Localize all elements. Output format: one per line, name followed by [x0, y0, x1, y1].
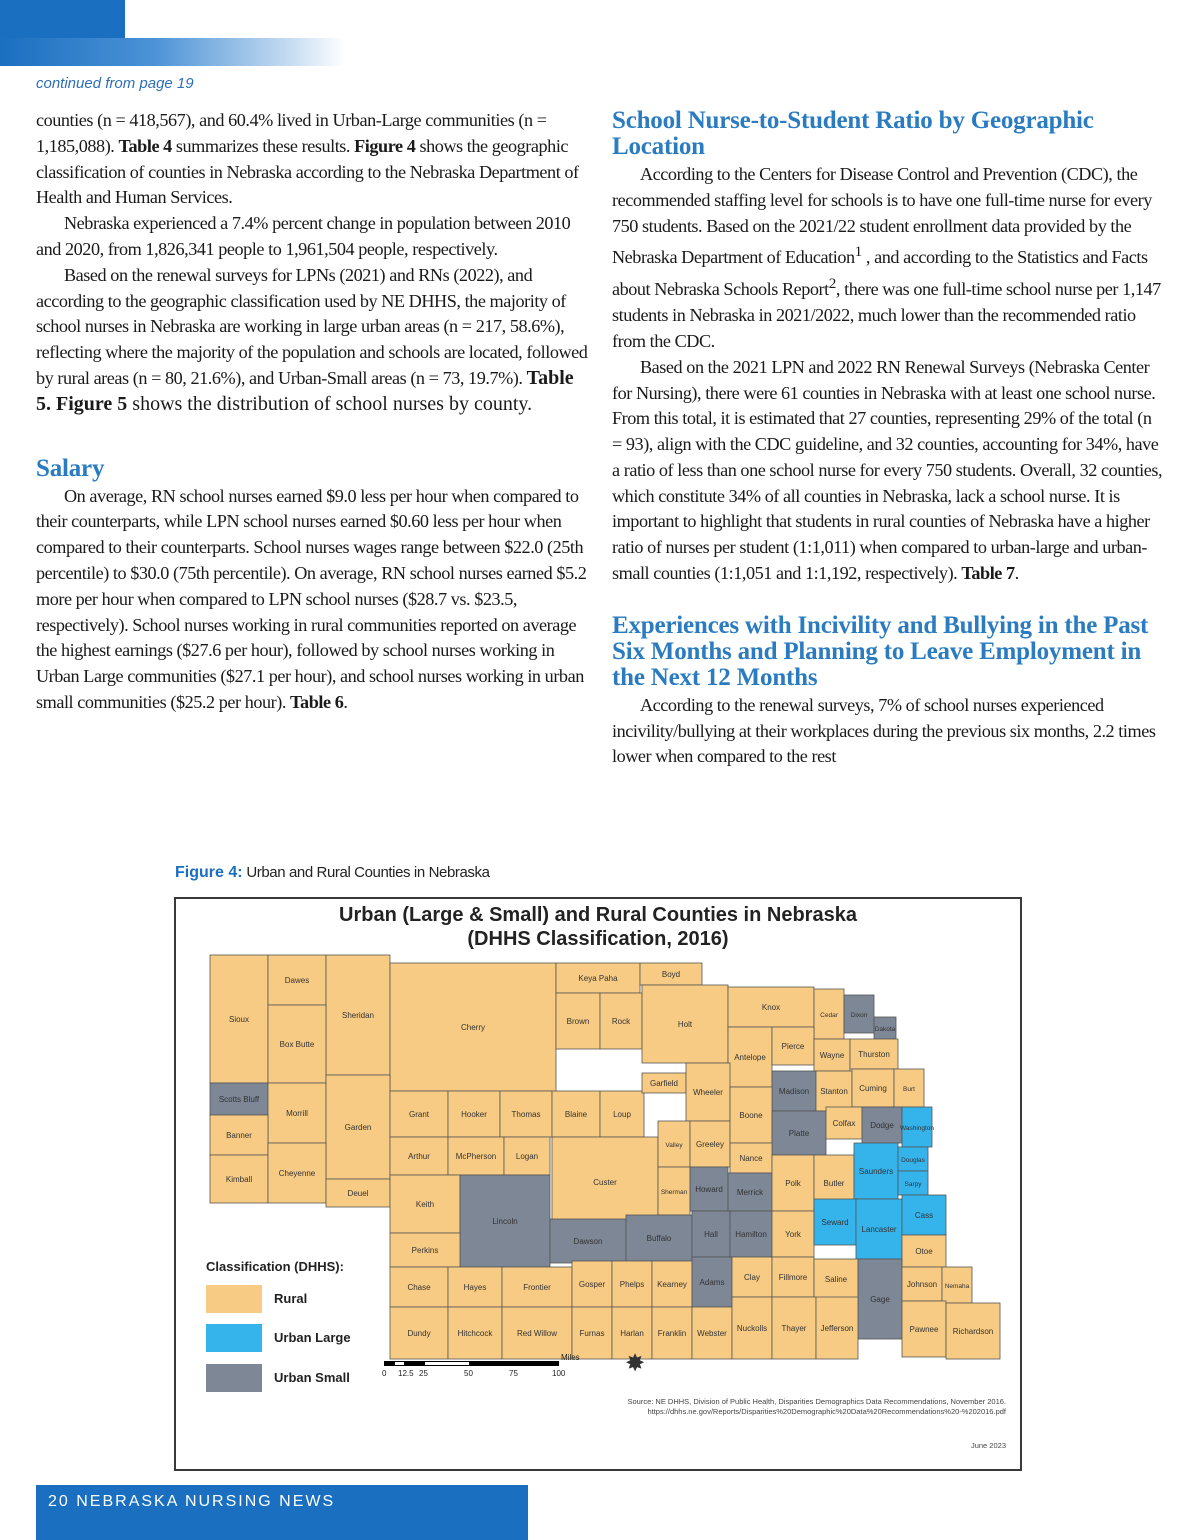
legend-swatch-urban-small [206, 1364, 262, 1392]
right-column [612, 108, 1164, 770]
county-label-burt: Burt [903, 1086, 915, 1093]
county-label-gage: Gage [870, 1295, 890, 1304]
county-label-hall: Hall [704, 1230, 718, 1239]
figure-caption: Figure 4: Urban and Rural Counties in Nebraska [175, 864, 490, 881]
county-label-saline: Saline [824, 1275, 848, 1284]
county-label-furnas: Furnas [579, 1329, 605, 1338]
county-label-holt: Holt [677, 1020, 693, 1029]
county-label-banner: Banner [226, 1131, 252, 1140]
county-label-hayes: Hayes [463, 1283, 487, 1292]
header-gradient-bar [0, 38, 345, 66]
county-label-platte: Platte [788, 1129, 810, 1138]
county-label-frontier: Frontier [523, 1283, 551, 1292]
county-label-cheyenne: Cheyenne [278, 1169, 316, 1178]
salary-paragraph: On average, RN school nurses earned $9.0 less per hour when compared to their counterparts, while LPN school nurses earned $0.60 less per hour when compared to their counterparts. School nurses wages range between $22.0 (25th percentile) to $30.0 (75th percentile). On average, RN school nurses earned $5.2 more per hour when compared to LPN school nurses ($28.7 vs. $23.5, respectively). School nurses working in rural communities reported on average the highest earnings ($27.6 per hour), followed by school nurses working in Urban Large communities ($27.1 per hour), and school nurses working in urban small communities ($25.2 per hour). Table 6. [36, 485, 587, 712]
county-label-garfield: Garfield [649, 1079, 679, 1088]
county-label-hamilton: Hamilton [735, 1230, 767, 1239]
county-label-nance: Nance [739, 1154, 763, 1163]
county-label-arthur: Arthur [408, 1152, 430, 1161]
county-label-keya-paha: Keya Paha [578, 974, 618, 983]
county-label-morrill: Morrill [286, 1109, 308, 1118]
county-label-keith: Keith [415, 1200, 435, 1209]
county-label-thayer: Thayer [781, 1324, 807, 1333]
county-label-harlan: Harlan [620, 1329, 644, 1338]
county-label-polk: Polk [785, 1179, 801, 1188]
county-label-box-butte: Box Butte [279, 1040, 315, 1049]
county-label-dundy: Dundy [407, 1329, 431, 1338]
county-label-lancaster: Lancaster [861, 1225, 897, 1234]
legend-item-urban-small: Urban Small [206, 1364, 426, 1394]
legend-swatch-urban-large [206, 1324, 262, 1352]
footer-bar [36, 1485, 528, 1540]
county-label-jefferson: Jefferson [820, 1324, 854, 1333]
incivility-heading: Experiences with Incivility and Bullying in the Past Six Months and Planning to Leave Employment in the Next 12 Months [612, 611, 1149, 691]
county-label-otoe: Otoe [915, 1247, 933, 1256]
county-label-cass: Cass [914, 1211, 934, 1220]
county-label-blaine: Blaine [564, 1110, 588, 1119]
county-label-dawes: Dawes [284, 976, 310, 985]
county-label-dodge: Dodge [870, 1121, 894, 1130]
county-label-adams: Adams [699, 1278, 725, 1287]
county-label-logan: Logan [515, 1152, 539, 1161]
county-label-brown: Brown [566, 1017, 590, 1026]
county-label-red-willow: Red Willow [516, 1329, 558, 1338]
legend-item-urban-large: Urban Large [206, 1324, 426, 1354]
county-label-sheridan: Sheridan [341, 1011, 375, 1020]
county-label-howard: Howard [695, 1185, 723, 1194]
right-paragraph-1: According to the Centers for Disease Control and Prevention (CDC), the recommended staffing level for schools is to have one full-time nurse for every 750 students. Based on the 2021/22 student enrollment data provided by the Nebraska Department of Education$^1$ , and according to the Statistics and Facts about Nebraska Schools Report$^2$, there was one full-time school nurse per 1,147 students in Nebraska in 2021/2022, much lower than the recommended ratio from the CDC. [612, 164, 1161, 351]
county-label-gosper: Gosper [578, 1280, 606, 1289]
county-label-loup: Loup [613, 1110, 631, 1119]
county-label-perkins: Perkins [411, 1246, 439, 1255]
county-label-franklin: Franklin [657, 1329, 687, 1338]
county-label-dawson: Dawson [573, 1237, 603, 1246]
county-label-colfax: Colfax [832, 1119, 856, 1128]
county-label-madison: Madison [778, 1087, 810, 1096]
county-label-wayne: Wayne [819, 1051, 845, 1060]
county-label-nemaha: Nemaha [944, 1283, 970, 1290]
map-source: Source: NE DHHS, Division of Public Health, Disparities Demographics Data Recommendations, November 2016. https://dhhs.ne.gov/Reports/Disparities%20Demographic%20Data%20Recommendations%20-%202016.pdf [627, 1397, 1006, 1416]
county-label-scotts-bluff: Scotts Bluff [218, 1095, 260, 1104]
county-label-antelope: Antelope [734, 1053, 766, 1062]
county-label-pierce: Pierce [781, 1042, 805, 1051]
county-label-mcpherson: McPherson [455, 1152, 497, 1161]
county-label-sarpy: Sarpy [904, 1181, 922, 1188]
county-label-custer: Custer [593, 1178, 617, 1187]
left-column [36, 108, 588, 716]
county-label-york: York [785, 1230, 801, 1239]
footer-text: 20 NEBRASKA NURSING NEWS [48, 1493, 336, 1510]
county-label-dakota: Dakota [874, 1026, 896, 1033]
county-label-deuel: Deuel [347, 1189, 369, 1198]
county-label-webster: Webster [697, 1329, 727, 1338]
county-label-cherry: Cherry [460, 1023, 486, 1032]
legend-title: Classification (DHHS): [206, 1259, 344, 1274]
county-label-stanton: Stanton [820, 1087, 848, 1096]
county-label-lincoln: Lincoln [492, 1217, 518, 1226]
county-label-kimball: Kimball [225, 1175, 253, 1184]
county-label-saunders: Saunders [858, 1167, 894, 1176]
county-label-fillmore: Fillmore [778, 1273, 808, 1282]
county-label-butler: Butler [823, 1179, 845, 1188]
legend-item-rural: Rural [206, 1285, 426, 1315]
continued-note: continued from page 19 [36, 75, 194, 92]
county-label-cuming: Cuming [859, 1084, 887, 1093]
county-label-johnson: Johnson [906, 1280, 938, 1289]
county-label-wheeler: Wheeler [693, 1088, 723, 1097]
scale-bar: 0 12.5 25 50 75 100 Miles [382, 1353, 580, 1378]
ratio-heading: School Nurse-to-Student Ratio by Geographic Location [612, 107, 1094, 160]
county-label-douglas: Douglas [901, 1157, 925, 1164]
legend-swatch-rural [206, 1285, 262, 1313]
right-paragraph-3: According to the renewal surveys, 7% of school nurses experienced incivility/bullying at their workplaces during the previous six months, 2.2 times lower when compared to the rest [612, 694, 1156, 767]
county-label-sioux: Sioux [228, 1015, 250, 1024]
compass-icon: ✸ [624, 1351, 646, 1377]
county-label-garden: Garden [344, 1123, 372, 1132]
county-label-dixon: Dixon [850, 1012, 868, 1019]
county-label-cedar: Cedar [820, 1012, 838, 1019]
county-label-sherman: Sherman [660, 1189, 688, 1196]
salary-heading: Salary [36, 454, 105, 482]
county-label-rock: Rock [611, 1017, 631, 1026]
left-paragraph-1: counties (n = 418,567), and 60.4% lived in Urban-Large communities (n = 1,185,088). Table 4 summarizes these results. Figure 4 shows the geographic classification of counties in Nebraska according to the Nebraska Department of Health and Human Services. [36, 110, 579, 208]
nebraska-county-map [174, 897, 1022, 1471]
county-label-greeley: Greeley [695, 1140, 725, 1149]
left-paragraph-3: Based on the renewal surveys for LPNs (2021) and RNs (2022), and according to the geographic classification used by NE DHHS, the majority of school nurses in Nebraska are working in large urban areas (n = 217, 58.6%), reflecting where the majority of the population and schools are located, followed by rural areas (n = 80, 21.6%), and Urban-Small areas (n = 73, 19.7%). Table 5. Figure 5 shows the distribution of school nurses by county. [36, 264, 588, 415]
county-label-valley: Valley [665, 1142, 683, 1149]
county-label-thurston: Thurston [858, 1050, 890, 1059]
county-label-seward: Seward [821, 1218, 849, 1227]
map-date: June 2023 [970, 1441, 1006, 1450]
county-label-richardson: Richardson [952, 1327, 994, 1336]
county-label-washington: Washington [899, 1125, 935, 1132]
county-label-phelps: Phelps [619, 1280, 645, 1289]
county-label-thomas: Thomas [511, 1110, 541, 1119]
county-label-buffalo: Buffalo [646, 1234, 672, 1243]
county-label-merrick: Merrick [736, 1188, 764, 1197]
county-label-hooker: Hooker [461, 1110, 487, 1119]
county-label-boyd: Boyd [661, 970, 681, 979]
map-title: Urban (Large & Small) and Rural Counties in Nebraska (DHHS Classification, 2016) [339, 904, 857, 950]
right-paragraph-2: Based on the 2021 LPN and 2022 RN Renewal Surveys (Nebraska Center for Nursing), there were 61 counties in Nebraska with at least one school nurse. From this total, it is estimated that 27 counties, representing 29% of the total (n = 93), align with the CDC guideline, and 32 counties, accounting for 34%, have a ratio of less than one school nurse for every 750 students. Overall, 32 counties, which constitute 34% of all counties in Nebraska, lack a school nurse. It is important to highlight that students in rural counties of Nebraska have a higher ratio of nurses per student (1:1,011) when compared to urban-large and urban-small counties (1:1,051 and 1:1,192, respectively). Table 7. [612, 356, 1163, 584]
county-label-clay: Clay [743, 1273, 761, 1282]
county-label-boone: Boone [739, 1111, 763, 1120]
left-paragraph-2: Nebraska experienced a 7.4% percent change in population between 2010 and 2020, from 1,826,341 people to 1,961,504 people, respectively. [36, 213, 571, 259]
county-label-hitchcock: Hitchcock [457, 1329, 493, 1338]
county-label-grant: Grant [408, 1110, 430, 1119]
county-label-chase: Chase [407, 1283, 431, 1292]
county-label-pawnee: Pawnee [909, 1325, 939, 1334]
county-label-knox: Knox [761, 1003, 781, 1012]
county-label-kearney: Kearney [657, 1280, 687, 1289]
county-label-nuckolls: Nuckolls [736, 1324, 768, 1333]
